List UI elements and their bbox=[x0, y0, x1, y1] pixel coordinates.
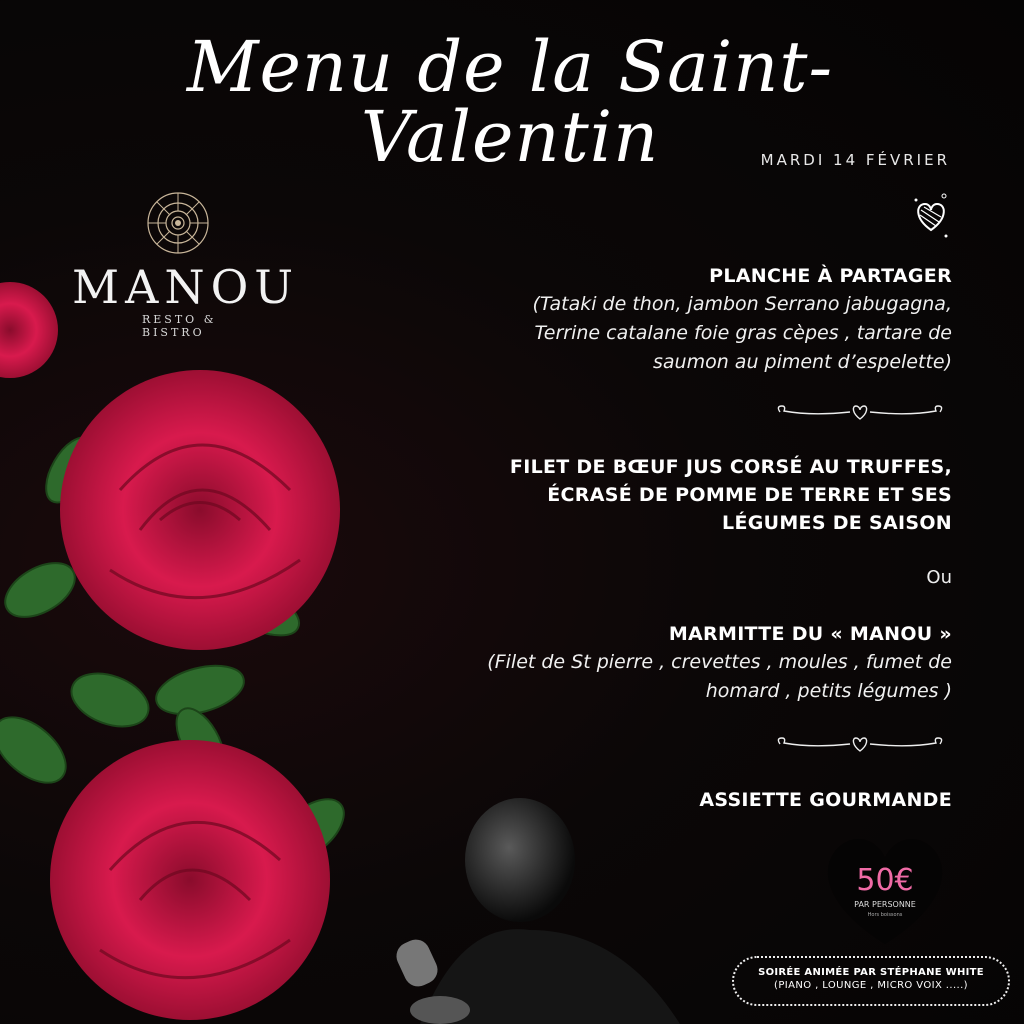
starter-desc-line: saumon au piment d’espelette) bbox=[653, 351, 952, 373]
heart-divider bbox=[772, 400, 948, 424]
menu-main-2 bbox=[372, 620, 952, 706]
main1-title-line: LÉGUMES DE SAISON bbox=[722, 512, 952, 534]
price-value: 50€ bbox=[856, 863, 914, 898]
or-label: Ou bbox=[926, 567, 952, 588]
price-per-person: PAR PERSONNE bbox=[854, 900, 916, 909]
main1-title-line: ÉCRASÉ DE POMME DE TERRE ET SES bbox=[547, 484, 952, 506]
main1-title-line: FILET DE BŒUF JUS CORSÉ AU TRUFFES, bbox=[509, 456, 952, 478]
roses-image bbox=[0, 270, 360, 1024]
price-block bbox=[818, 863, 952, 918]
starter-desc-line: Terrine catalane foie gras cèpes , tartare de bbox=[534, 322, 952, 344]
main2-title: MARMITTE DU « MANOU » bbox=[668, 623, 952, 645]
price-note: Hors boissons bbox=[867, 912, 903, 918]
event-line-1: SOIRÉE ANIMÉE PAR STÉPHANE WHITE bbox=[758, 967, 984, 978]
starter-desc-line: (Tataki de thon, jambon Serrano jabugagna, bbox=[532, 293, 952, 315]
main2-desc-line: (Filet de St pierre , crevettes , moules , fumet de bbox=[487, 651, 952, 673]
singer-image bbox=[380, 780, 700, 1024]
dessert-title: ASSIETTE GOURMANDE bbox=[699, 789, 952, 811]
event-date: MARDI 14 FÉVRIER bbox=[760, 151, 950, 169]
heart-doodle-icon bbox=[906, 192, 956, 242]
page-title: Menu de la Saint-Valentin bbox=[186, 26, 834, 178]
mandala-icon bbox=[143, 188, 213, 258]
heart-divider bbox=[772, 732, 948, 756]
logo-subtitle: RESTO & BISTRO bbox=[142, 312, 217, 339]
main2-desc-line: homard , petits légumes ) bbox=[705, 680, 952, 702]
starter-title: PLANCHE À PARTAGER bbox=[709, 265, 952, 287]
event-banner bbox=[732, 956, 1010, 1006]
menu-starter bbox=[372, 262, 952, 377]
restaurant-logo bbox=[72, 188, 300, 339]
logo-name: MANOU bbox=[72, 260, 300, 314]
menu-main-1 bbox=[372, 453, 952, 537]
menu-dessert bbox=[372, 786, 952, 814]
event-line-2: (PIANO , LOUNGE , MICRO VOIX .....) bbox=[774, 980, 968, 991]
